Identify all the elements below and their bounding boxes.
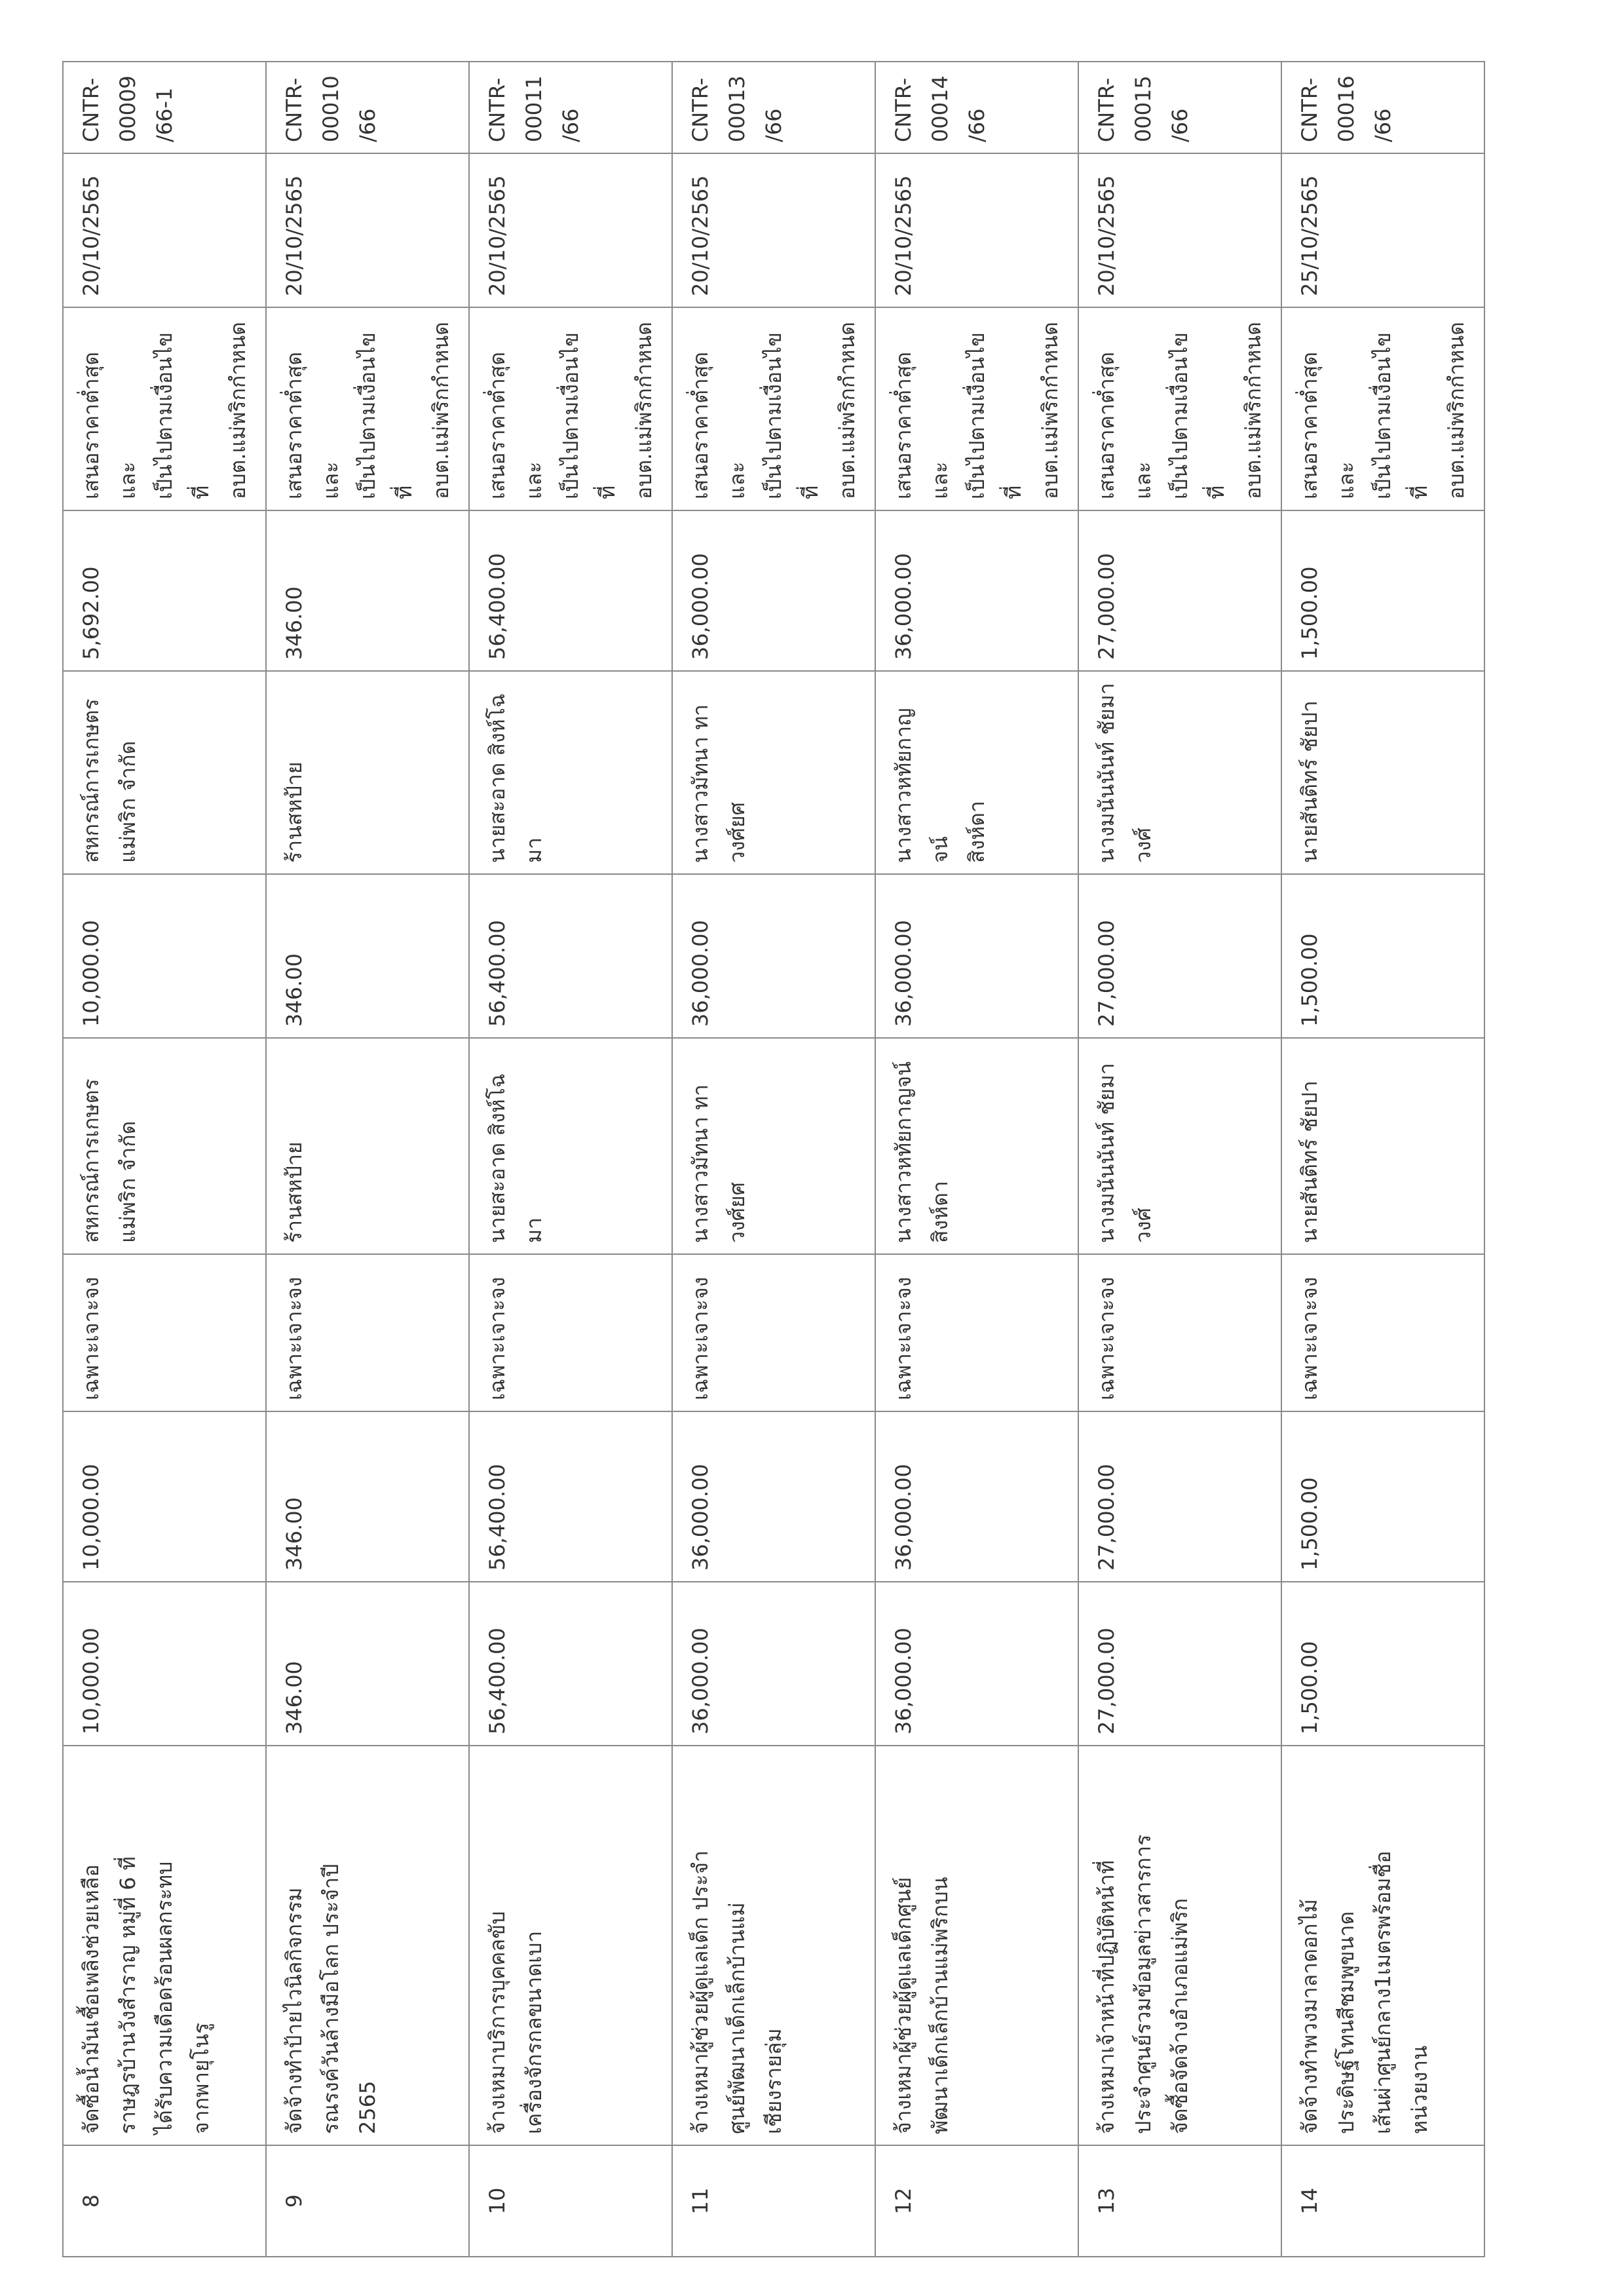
procurement-method: เฉพาะเจาะจง <box>1078 1254 1281 1411</box>
median-price: 56,400.00 <box>469 1411 672 1582</box>
item-description-line: 2565 <box>355 2080 380 2134</box>
bidder-name <box>1078 1038 1281 1254</box>
winner-name-line: สหกรณ์การเกษตร <box>79 698 104 863</box>
bidder-name <box>266 1038 469 1254</box>
procurement-method: เฉพาะเจาะจง <box>875 1254 1078 1411</box>
agreed-price: 36,000.00 <box>875 510 1078 671</box>
row-number: 12 <box>875 2145 1078 2257</box>
agreed-price: 56,400.00 <box>469 510 672 671</box>
item-description-line: จัดซื้อน้ำมันเชื้อเพลิงช่วยเหลือ <box>79 1864 104 2134</box>
selection-reason-line: อบต.แม่พริกกำหนด <box>1444 322 1469 499</box>
contract-number: CNTR-00010/66 <box>266 62 469 153</box>
budget-amount: 36,000.00 <box>875 1582 1078 1746</box>
item-description-line: ได้รับความเดือดร้อนผลกระทบ <box>152 1861 177 2134</box>
item-description-line: จัดจ้างทำป้ายไวนิลกิจกรรม <box>282 1887 307 2134</box>
agreed-price: 1,500.00 <box>1281 510 1484 671</box>
item-description-line: เครื่องจักรกลขนาดเบา <box>521 1930 546 2134</box>
winner-name <box>266 671 469 874</box>
table-row <box>875 62 1078 2257</box>
selection-reason <box>469 307 672 510</box>
contract-number: CNTR-00015/66 <box>1078 62 1281 153</box>
median-price: 10,000.00 <box>63 1411 266 1582</box>
selection-reason-line: เป็นไปตามเงื่อนไขที่ <box>1167 332 1229 499</box>
item-description <box>1078 1746 1281 2145</box>
item-description-line: ศูนย์พัฒนาเด็กเล็กบ้านแม่ <box>725 1902 749 2134</box>
bid-price: 27,000.00 <box>1078 874 1281 1038</box>
budget-amount: 10,000.00 <box>63 1582 266 1746</box>
table-row <box>672 62 875 2257</box>
winner-name-line: นายสะอาด สิงห์โฉมา <box>485 693 546 863</box>
bidder-name-line: นายสันติทร์ ชัยปา <box>1297 1081 1322 1243</box>
table-row <box>1078 62 1281 2257</box>
contract-number: CNTR-00014/66 <box>875 62 1078 153</box>
item-description-line: จ้างเหมาผู้ช่วยผู้ดูแลเด็ก ประจำ <box>688 1850 713 2134</box>
bidder-name-line: นางสาวมัทนา ทา <box>688 1084 713 1243</box>
selection-reason-line: เสนอราคาต่ำสุดและ <box>485 351 546 499</box>
median-price: 1,500.00 <box>1281 1411 1484 1582</box>
winner-name-line: นางสาวหทัยกาญจน์ <box>891 708 953 863</box>
contract-date: 20/10/2565 <box>672 153 875 307</box>
selection-reason-line: เสนอราคาต่ำสุดและ <box>891 351 953 499</box>
item-description-line: พัฒนาเด็กเล็กบ้านแม่พริกบน <box>928 1877 953 2134</box>
item-description-line: จ้างเหมาผู้ช่วยผู้ดูแลเด็กศูนย์ <box>891 1877 916 2134</box>
winner-name-line: วงศ์ <box>1131 828 1156 863</box>
contract-date: 20/10/2565 <box>266 153 469 307</box>
procurement-method: เฉพาะเจาะจง <box>266 1254 469 1411</box>
item-description-line: เส้นผ่าศูนย์กลาง1เมตรพร้อมชื่อ <box>1370 1850 1395 2134</box>
budget-amount: 1,500.00 <box>1281 1582 1484 1746</box>
contract-date: 20/10/2565 <box>63 153 266 307</box>
selection-reason <box>1078 307 1281 510</box>
bidder-name-line: วงศ์ยศ <box>725 1182 749 1243</box>
selection-reason-line: เป็นไปตามเงื่อนไขที่ <box>558 332 620 499</box>
contract-date: 20/10/2565 <box>875 153 1078 307</box>
bid-price: 346.00 <box>266 874 469 1038</box>
row-number: 13 <box>1078 2145 1281 2257</box>
winner-name-line: วงศ์ยศ <box>725 802 749 863</box>
row-number: 9 <box>266 2145 469 2257</box>
item-description <box>672 1746 875 2145</box>
winner-name <box>1281 671 1484 874</box>
contract-date: 20/10/2565 <box>469 153 672 307</box>
item-description-line: รณรงค์วันล้างมือโลก ประจำปี <box>318 1864 343 2134</box>
median-price: 36,000.00 <box>875 1411 1078 1582</box>
agreed-price: 346.00 <box>266 510 469 671</box>
winner-name-line: นางมนันนันท์ ชัยมา <box>1094 683 1119 863</box>
procurement-method: เฉพาะเจาะจง <box>469 1254 672 1411</box>
bidder-name-line: สหกรณ์การเกษตร <box>79 1079 104 1243</box>
median-price: 27,000.00 <box>1078 1411 1281 1582</box>
procurement-method: เฉพาะเจาะจง <box>1281 1254 1484 1411</box>
contract-number: CNTR-00013/66 <box>672 62 875 153</box>
selection-reason-line: เป็นไปตามเงื่อนไขที่ <box>761 332 823 499</box>
item-description-line: หน่วยงาน <box>1407 2045 1432 2134</box>
selection-reason-line: อบต.แม่พริกกำหนด <box>225 322 250 499</box>
winner-name <box>469 671 672 874</box>
bid-price: 10,000.00 <box>63 874 266 1038</box>
selection-reason <box>63 307 266 510</box>
selection-reason-line: เสนอราคาต่ำสุดและ <box>282 351 343 499</box>
bidder-name <box>875 1038 1078 1254</box>
winner-name-line: แม่พริก จำกัด <box>115 740 140 863</box>
selection-reason-line: เสนอราคาต่ำสุดและ <box>688 351 749 499</box>
bidder-name-line: สิงห์ดา <box>928 1181 953 1243</box>
bidder-name-line: นางมนันนันท์ ชัยมา <box>1094 1063 1119 1243</box>
table-row <box>63 62 266 2257</box>
winner-name <box>672 671 875 874</box>
winner-name-line: นายสันติทร์ ชัยปา <box>1297 700 1322 863</box>
row-number: 8 <box>63 2145 266 2257</box>
bidder-name-line: ร้านสหป้าย <box>282 1141 307 1243</box>
selection-reason-line: อบต.แม่พริกกำหนด <box>428 322 453 499</box>
bidder-name-line: วงศ์ <box>1131 1208 1156 1243</box>
bid-price: 36,000.00 <box>875 874 1078 1038</box>
contract-number: CNTR-00011/66 <box>469 62 672 153</box>
contract-date: 25/10/2565 <box>1281 153 1484 307</box>
item-description-line: ประดิษฐ์โทนสีชมพูขนาด <box>1334 1911 1359 2134</box>
item-description <box>63 1746 266 2145</box>
bid-price: 36,000.00 <box>672 874 875 1038</box>
item-description-line: เชียงรายลุ่ม <box>761 2028 786 2134</box>
item-description-line: จัดจ้างทำพวงมาลาดอกไม้ <box>1297 1899 1322 2134</box>
row-number: 11 <box>672 2145 875 2257</box>
winner-name-line: ร้านสหป้าย <box>282 761 307 863</box>
selection-reason <box>875 307 1078 510</box>
row-number: 14 <box>1281 2145 1484 2257</box>
selection-reason-line: อบต.แม่พริกกำหนด <box>1241 322 1266 499</box>
item-description <box>1281 1746 1484 2145</box>
selection-reason-line: อบต.แม่พริกกำหนด <box>1038 322 1063 499</box>
budget-amount: 346.00 <box>266 1582 469 1746</box>
item-description-line: ราษฎรบ้านวังสำราญ หมู่ที่ 6 ที่ <box>115 1856 140 2134</box>
selection-reason-line: เป็นไปตามเงื่อนไขที่ <box>152 332 214 499</box>
bid-price: 1,500.00 <box>1281 874 1484 1038</box>
selection-reason-line: เป็นไปตามเงื่อนไขที่ <box>1370 332 1432 499</box>
winner-name <box>875 671 1078 874</box>
winner-name <box>63 671 266 874</box>
selection-reason-line: เสนอราคาต่ำสุดและ <box>1297 351 1359 499</box>
contract-number: CNTR-00016/66 <box>1281 62 1484 153</box>
contract-number: CNTR-00009/66-1 <box>63 62 266 153</box>
procurement-method: เฉพาะเจาะจง <box>63 1254 266 1411</box>
agreed-price: 36,000.00 <box>672 510 875 671</box>
agreed-price: 5,692.00 <box>63 510 266 671</box>
bid-price: 56,400.00 <box>469 874 672 1038</box>
selection-reason-line: อบต.แม่พริกกำหนด <box>835 322 859 499</box>
median-price: 36,000.00 <box>672 1411 875 1582</box>
table-row <box>266 62 469 2257</box>
procurement-method: เฉพาะเจาะจง <box>672 1254 875 1411</box>
selection-reason-line: เสนอราคาต่ำสุดและ <box>1094 351 1156 499</box>
selection-reason <box>266 307 469 510</box>
median-price: 346.00 <box>266 1411 469 1582</box>
rotated-page <box>62 62 1469 2257</box>
table-row <box>469 62 672 2257</box>
selection-reason-line: เป็นไปตามเงื่อนไขที่ <box>964 332 1026 499</box>
item-description-line: จากพายุโนรู <box>189 2022 214 2134</box>
selection-reason <box>1281 307 1484 510</box>
bidder-name <box>469 1038 672 1254</box>
selection-reason-line: เป็นไปตามเงื่อนไขที่ <box>355 332 417 499</box>
winner-name-line: สิงห์ดา <box>964 801 989 863</box>
table-row <box>1281 62 1484 2257</box>
bidder-name-line: นางสาวหทัยกาญจน์ <box>891 1061 916 1243</box>
winner-name-line: นางสาวมัทนา ทา <box>688 704 713 863</box>
item-description <box>875 1746 1078 2145</box>
budget-amount: 56,400.00 <box>469 1582 672 1746</box>
selection-reason-line: เสนอราคาต่ำสุดและ <box>79 351 140 499</box>
agreed-price: 27,000.00 <box>1078 510 1281 671</box>
item-description-line: จ้างเหมาเจ้าหน้าที่ปฏิบัติหน้าที่ <box>1094 1860 1119 2134</box>
budget-amount: 36,000.00 <box>672 1582 875 1746</box>
winner-name <box>1078 671 1281 874</box>
item-description <box>266 1746 469 2145</box>
bidder-name <box>1281 1038 1484 1254</box>
selection-reason-line: อบต.แม่พริกกำหนด <box>632 322 656 499</box>
item-description <box>469 1746 672 2145</box>
item-description-line: ประจำศูนย์รวมข้อมูลข่าวสารการ <box>1131 1834 1156 2134</box>
row-number: 10 <box>469 2145 672 2257</box>
bidder-name-line: แม่พริก จำกัด <box>115 1120 140 1243</box>
item-description-line: จ้างเหมาบริการบุคคลขับ <box>485 1911 510 2134</box>
bidder-name <box>672 1038 875 1254</box>
budget-amount: 27,000.00 <box>1078 1582 1281 1746</box>
bidder-name <box>63 1038 266 1254</box>
procurement-table <box>62 61 1485 2257</box>
selection-reason <box>672 307 875 510</box>
item-description-line: จัดซื้อจัดจ้างอำเภอแม่พริก <box>1167 1898 1192 2134</box>
table-body <box>63 62 1484 2257</box>
bidder-name-line: นายสะอาด สิงห์โฉมา <box>485 1073 546 1243</box>
contract-date: 20/10/2565 <box>1078 153 1281 307</box>
